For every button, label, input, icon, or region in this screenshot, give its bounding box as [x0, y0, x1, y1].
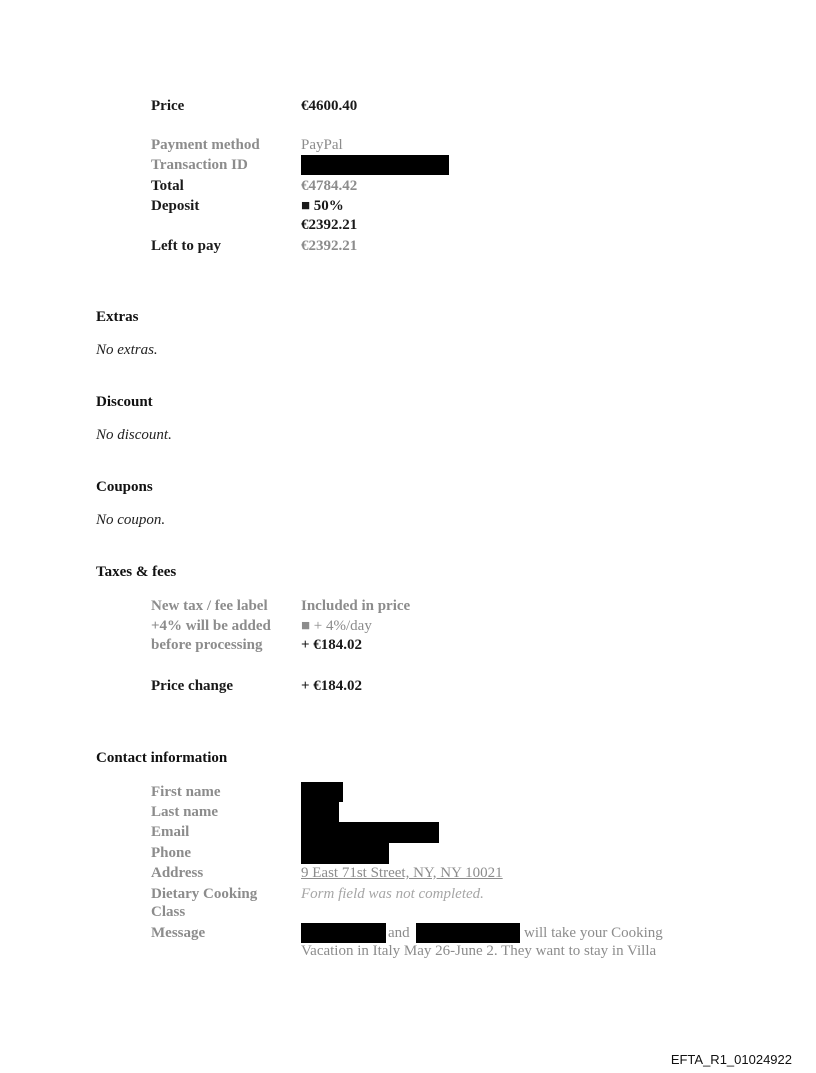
tax-label: +4% will be added — [151, 618, 271, 634]
tax-row — [151, 618, 711, 638]
coupons-heading: Coupons — [96, 479, 153, 495]
deposit-amount-row — [151, 217, 711, 237]
first-name-redaction — [301, 782, 343, 802]
dietary-row-cont — [151, 904, 711, 924]
message-redaction-1 — [301, 923, 386, 943]
email-label: Email — [151, 824, 190, 840]
tax-row — [151, 637, 711, 657]
address-link[interactable]: 9 East 71st Street, NY, NY 10021 — [301, 865, 503, 881]
address-label: Address — [151, 865, 204, 881]
price-change-label: Price change — [151, 678, 234, 694]
transaction-id-label: Transaction ID — [151, 157, 248, 173]
tax-value: Included in price — [301, 598, 411, 614]
last-name-row — [151, 804, 711, 824]
extras-note: No extras. — [96, 342, 158, 358]
discount-heading: Discount — [96, 394, 153, 410]
price-value: €4600.40 — [301, 98, 358, 114]
last-name-label: Last name — [151, 804, 219, 820]
left-to-pay-value: €2392.21 — [301, 238, 358, 254]
dietary-value: Form field was not completed. — [301, 886, 484, 902]
deposit-row — [151, 198, 711, 218]
tax-row — [151, 598, 711, 618]
payment-method-label: Payment method — [151, 137, 260, 153]
left-to-pay-label: Left to pay — [151, 238, 221, 254]
payment-method-row — [151, 137, 711, 157]
deposit-percent: ■ 50% — [301, 198, 344, 214]
total-value: €4784.42 — [301, 178, 358, 194]
message-text-1: will take your Cooking — [524, 925, 663, 941]
first-name-label: First name — [151, 784, 221, 800]
extras-heading: Extras — [96, 309, 139, 325]
deposit-label: Deposit — [151, 198, 200, 214]
price-change-value: + €184.02 — [301, 678, 363, 694]
taxes-heading: Taxes & fees — [96, 564, 177, 580]
dietary-row — [151, 886, 711, 906]
total-label: Total — [151, 178, 184, 194]
discount-note: No discount. — [96, 427, 172, 443]
coupons-note: No coupon. — [96, 512, 166, 528]
dietary-label-cont: Class — [151, 904, 186, 920]
document-id: EFTA_R1_01024922 — [670, 1052, 792, 1067]
address-row — [151, 865, 711, 885]
phone-row — [151, 845, 711, 865]
message-redaction-2 — [416, 923, 520, 943]
last-name-redaction — [301, 802, 339, 823]
phone-redaction — [301, 843, 389, 864]
tax-value: + €184.02 — [301, 637, 363, 653]
first-name-row — [151, 784, 711, 804]
price-label: Price — [151, 98, 185, 114]
message-text-2: Vacation in Italy May 26-June 2. They want to stay in Villa — [301, 943, 657, 959]
deposit-amount: €2392.21 — [301, 217, 358, 233]
transaction-id-redaction — [301, 155, 449, 175]
message-and: and — [388, 925, 410, 941]
tax-value: ■ + 4%/day — [301, 618, 372, 634]
phone-label: Phone — [151, 845, 192, 861]
tax-label: before processing — [151, 637, 263, 653]
payment-method-value: PayPal — [301, 137, 343, 153]
contact-heading: Contact information — [96, 750, 228, 766]
total-row — [151, 178, 711, 198]
price-row — [151, 98, 711, 118]
left-to-pay-row — [151, 238, 711, 258]
message-label: Message — [151, 925, 206, 941]
tax-label: New tax / fee label — [151, 598, 268, 614]
price-change-row — [151, 678, 711, 698]
dietary-label: Dietary Cooking — [151, 886, 258, 902]
email-redaction — [301, 822, 439, 843]
